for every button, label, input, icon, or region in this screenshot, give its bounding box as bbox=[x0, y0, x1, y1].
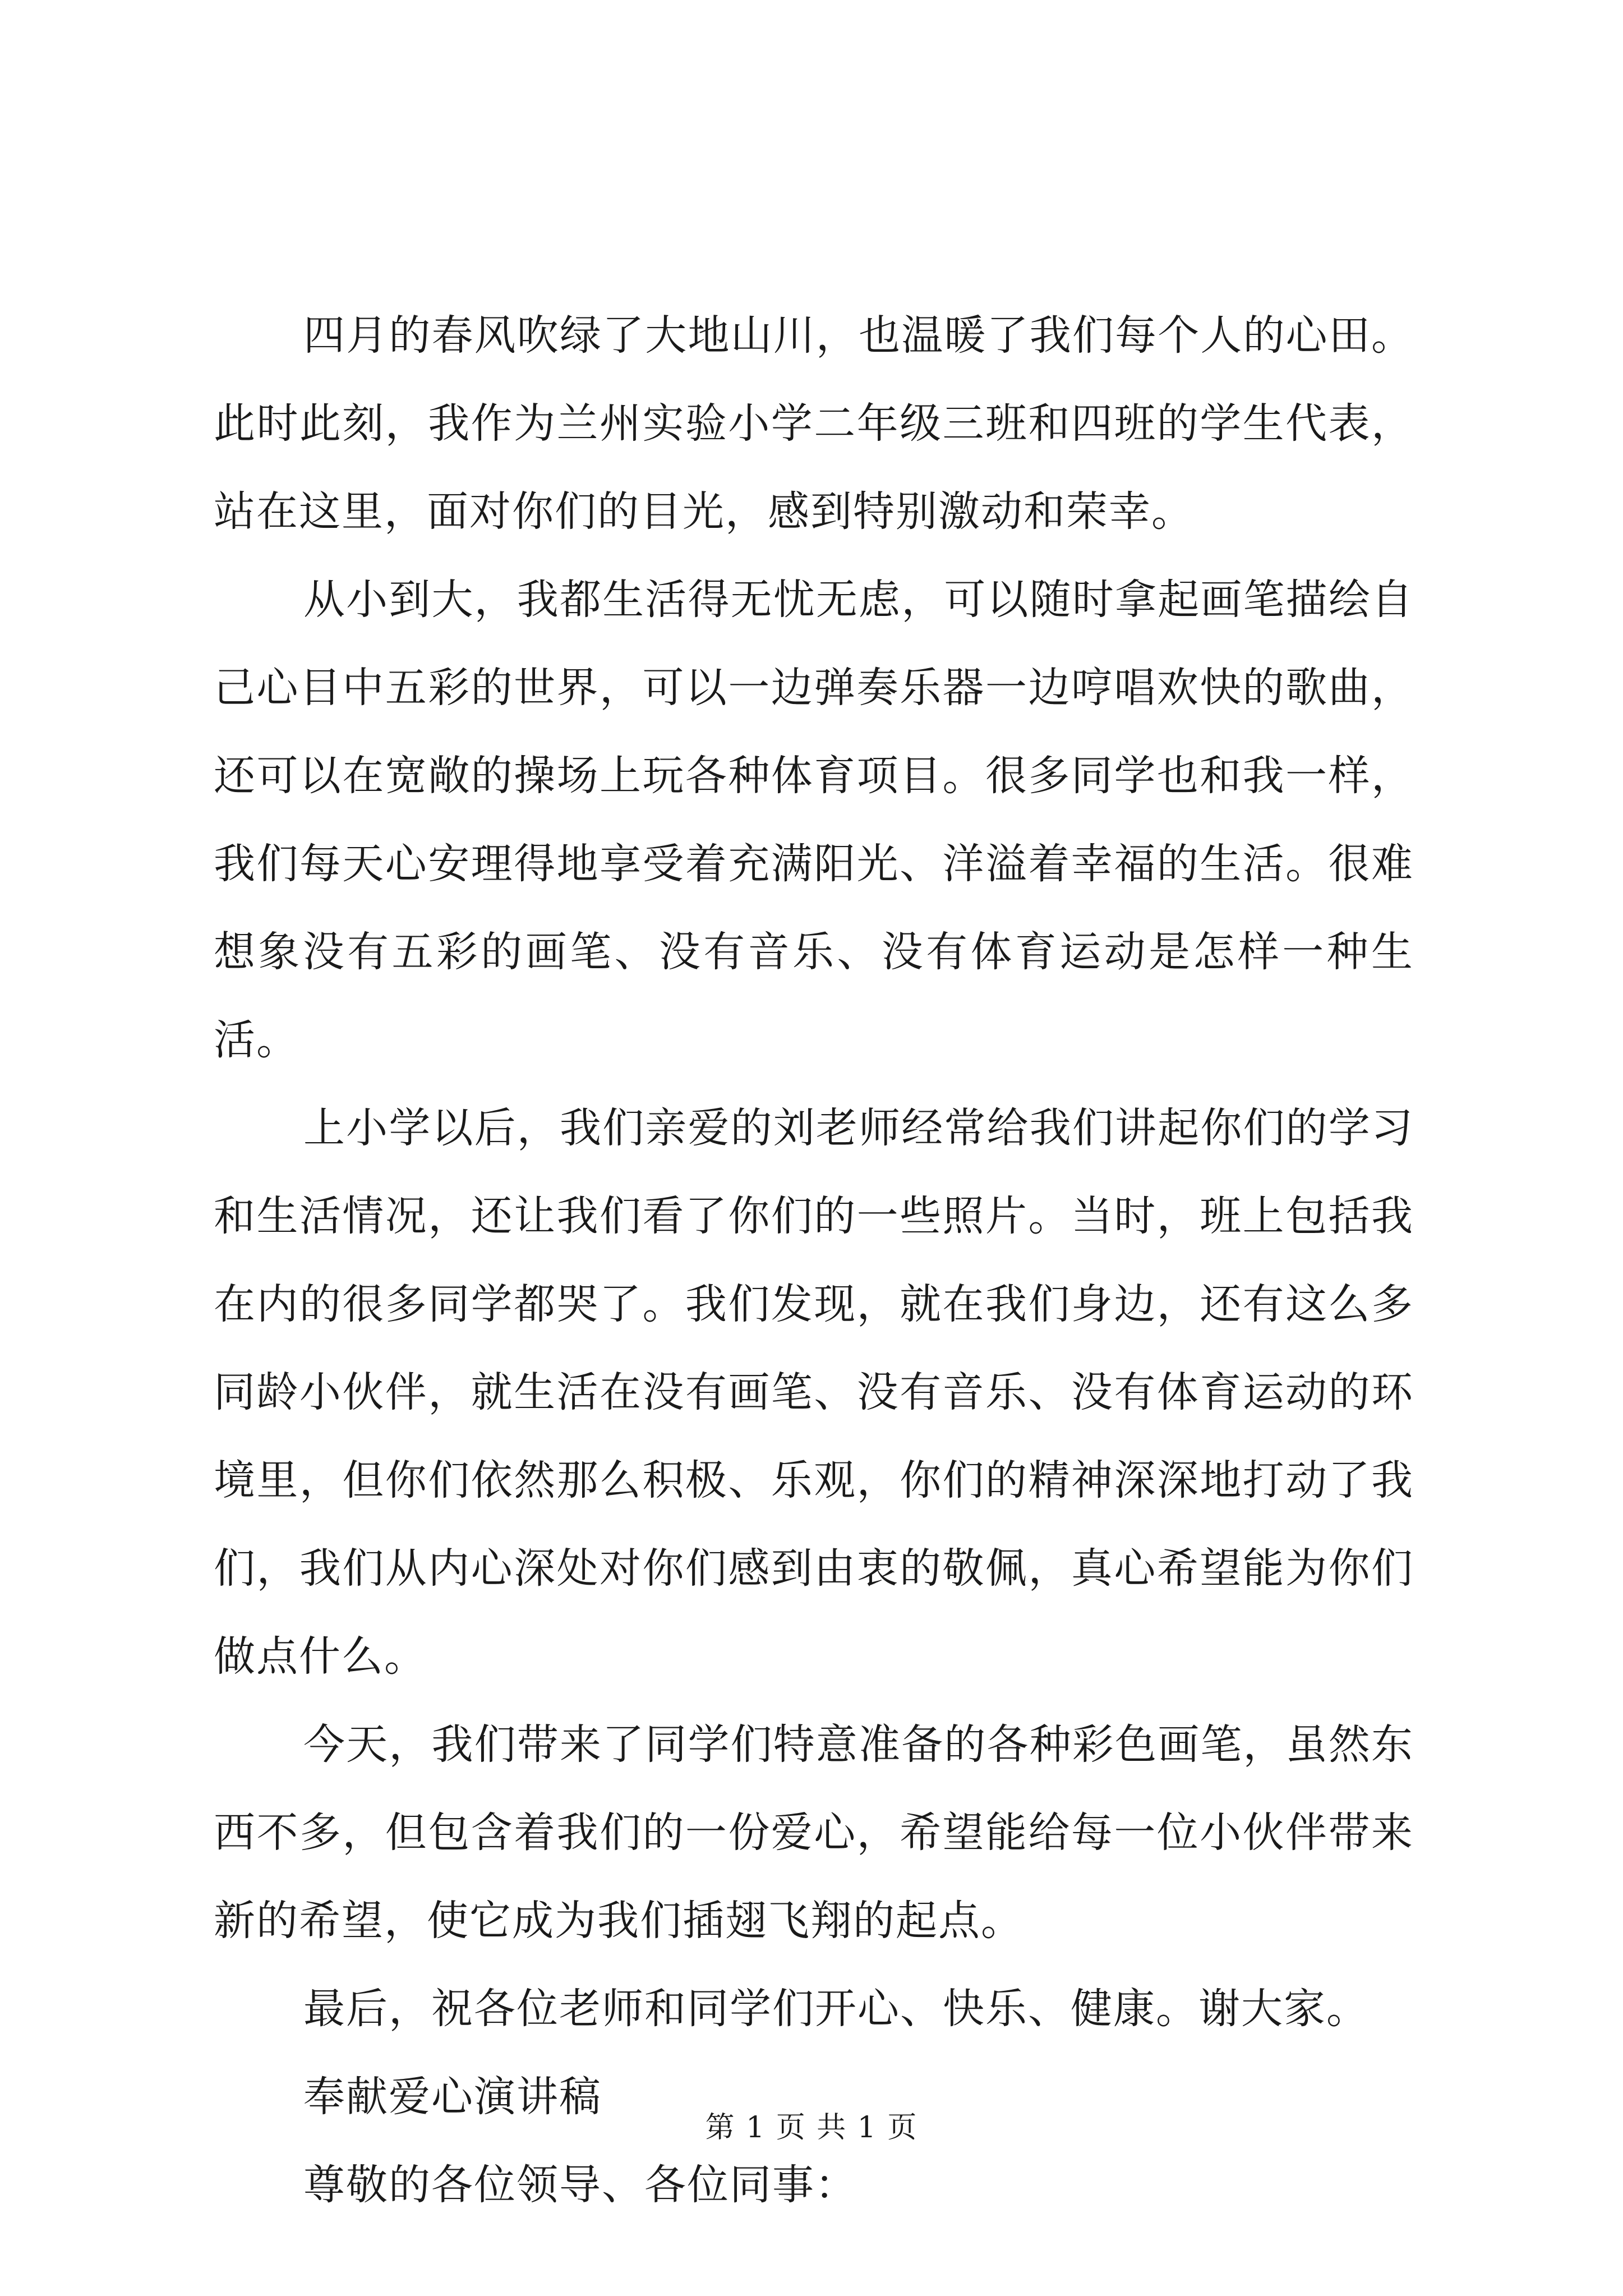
paragraph-1: 四月的春风吹绿了大地山川，也温暖了我们每个人的心田。此时此刻，我作为兰州实验小学二年级三班和四班的学生代表，站在这里，面对你们的目光，感到特别激动和荣幸。 bbox=[214, 311, 1414, 536]
document-body bbox=[214, 292, 1414, 2229]
next-speech-title: 奉献爱心演讲稿 bbox=[303, 2073, 602, 2121]
closing-line: 最后，祝各位老师和同学们开心、快乐、健康。谢大家。 bbox=[303, 1985, 1369, 2033]
salutation: 尊敬的各位领导、各位同事： bbox=[303, 2161, 857, 2209]
paragraph-3: 上小学以后，我们亲爱的刘老师经常给我们讲起你们的学习和生活情况，还让我们看了你们的一些照片。当时，班上包括我在内的很多同学都哭了。我们发现，就在我们身边，还有这么多同龄小伙伴，就生活在没有画笔、没有音乐、没有体育运动的环境里，但你们依然那么积极、乐观，你们的精神深深地打动了我们，我们从内心深处对你们感到由衷的敬佩，真心希望能为你们做点什么。 bbox=[214, 1104, 1414, 1681]
paragraph-2: 从小到大，我都生活得无忧无虑，可以随时拿起画笔描绘自己心目中五彩的世界，可以一边弹奏乐器一边哼唱欢快的歌曲，还可以在宽敞的操场上玩各种体育项目。很多同学也和我一样，我们每天心安理得地享受着充满阳光、洋溢着幸福的生活。很难想象没有五彩的画笔、没有音乐、没有体育运动是怎样一种生活。 bbox=[214, 576, 1414, 1064]
page-footer: 第 1 页 共 1 页 bbox=[705, 2111, 918, 2145]
paragraph-4: 今天，我们带来了同学们特意准备的各种彩色画笔，虽然东西不多，但包含着我们的一份爱心，希望能给每一位小伙伴带来新的希望，使它成为我们插翅飞翔的起点。 bbox=[214, 1720, 1414, 1945]
